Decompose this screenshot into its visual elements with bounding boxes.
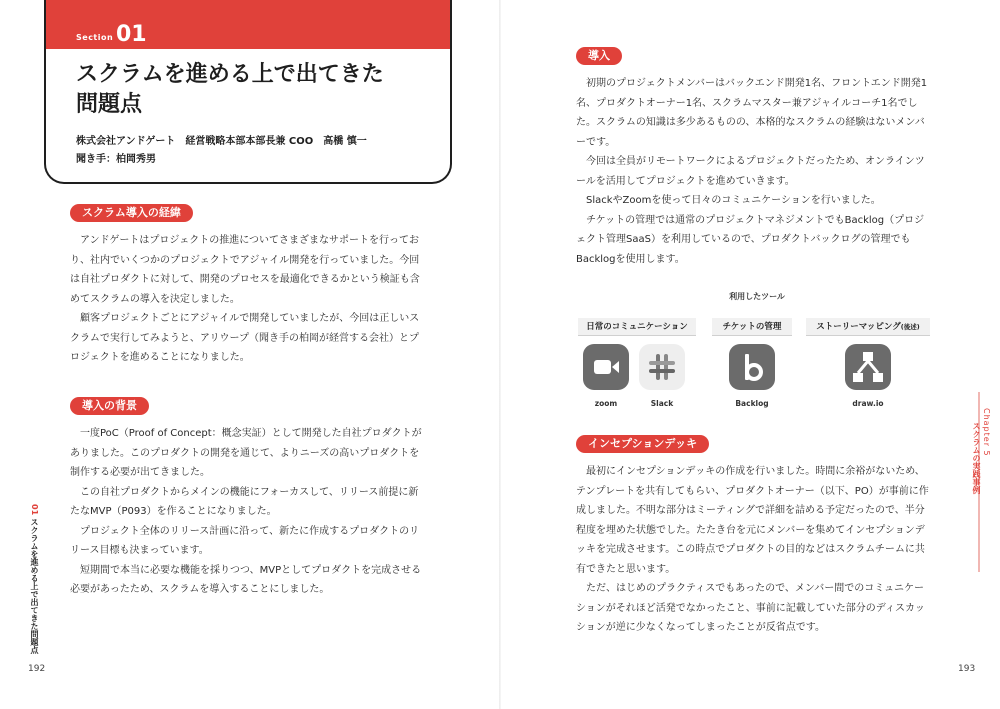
page-title-line1: スクラムを進める上で出てきた	[76, 62, 384, 87]
section-number: 01	[116, 22, 147, 47]
byline	[76, 133, 367, 169]
folio-left: 192	[28, 664, 46, 674]
tool-category-ticket: チケットの管理	[712, 318, 792, 336]
paragraph: 短期間で本当に必要な機能を採りつつ、MVPとしてプロダクトを完成させる必要があったため、スクラムを導入することにしました。	[70, 564, 422, 595]
paragraph: 一度PoC（Proof of Concept：概念実証）として開発した自社プロダクトがありました。このプロダクトの開発を通じて、よりニーズの高いプロダクトを制作する必要が出てきました。	[70, 428, 422, 478]
chapter-title: スクラムの実践事例	[972, 422, 981, 494]
chapter-label: Chapter 5	[982, 408, 991, 457]
zoom-camera-icon	[583, 344, 629, 390]
intro-section-left	[70, 231, 426, 368]
heading-inception-deck: インセプションデッキ	[576, 435, 709, 453]
byline-author: 株式会社アンドゲート 経営戦略本部本部長兼 COO 高橋 慎一	[76, 136, 367, 147]
running-head-left	[27, 504, 39, 654]
section-title-card	[44, 0, 452, 184]
heading-scrum-adoption-history: スクラム導入の経緯	[70, 204, 193, 222]
byline-interviewer: 聞き手：柏岡秀男	[76, 154, 156, 165]
paragraph: この自社プロダクトからメインの機能にフォーカスして、リリース前提に新たなMVP（P093）を作ることになりました。	[70, 486, 419, 517]
tool-label-drawio: draw.io	[852, 399, 884, 408]
introduction-section	[576, 74, 930, 269]
backlog-icon	[729, 344, 775, 390]
paragraph: 今回は全員がリモートワークによるプロジェクトだったため、オンラインツールを活用してプロジェクトを進めていきます。	[576, 156, 925, 187]
tool-category-communication: 日常のコミュニケーション	[578, 318, 696, 336]
paragraph: 最初にインセプションデッキの作成を行いました。時間に余裕がないため、テンプレートを共有してもらい、プロダクトオーナー（以下、PO）が事前に作成しました。不明な部分はミーティングで詳細を詰める予定だったので、半分程度を埋めた状態でした。たたき台を元にメンバーを集めてインセプションデッキを完成させます。この時点でプロダクトの目的などはスクラムチームに共有できたと思います。	[576, 466, 929, 575]
section-band	[46, 0, 450, 49]
page-title-line2: 問題点	[76, 92, 143, 117]
section-label: Section	[76, 33, 114, 42]
running-head-right	[972, 408, 991, 494]
heading-introduction: 導入	[576, 47, 622, 65]
tool-label-zoom: zoom	[594, 399, 618, 408]
paragraph: プロジェクト全体のリリース計画に沿って、新たに作成するプロダクトのリリース目標も決まっています。	[70, 525, 420, 556]
paragraph: 初期のプロジェクトメンバーはバックエンド開発1名、フロントエンド開発1名、プロダクトオーナー1名、スクラムマスター兼アジャイルコーチ1名でした。スクラムの知識は多少あるものの、本格的なスクラムの経験はないメンバーです。	[576, 78, 928, 148]
slack-icon	[639, 344, 685, 390]
slack-hash-icon	[639, 344, 685, 390]
folio-right: 193	[958, 664, 976, 674]
tool-category-story-mapping-note: (後述)	[900, 323, 920, 331]
tool-label-backlog: Backlog	[735, 399, 769, 408]
tool-label-slack: Slack	[650, 399, 674, 408]
paragraph: SlackやZoomを使って日々のコミュニケーションを行いました。	[586, 195, 881, 206]
heading-background: 導入の背景	[70, 397, 149, 415]
background-section	[70, 424, 426, 600]
gutter-shadow	[499, 0, 501, 709]
backlog-b-icon	[729, 344, 775, 390]
page-title	[76, 60, 436, 120]
paragraph: チケットの管理では通常のプロジェクトマネジメントでもBacklog（プロジェクト管理SaaS）を利用しているので、プロダクトバックログの管理でもBacklogを使用します。	[576, 214, 925, 265]
running-head-title: スクラムを進める上で出てきた問題点	[30, 517, 39, 654]
tool-category-story-mapping	[806, 318, 930, 336]
paragraph: 顧客プロジェクトごとにアジャイルで開発していましたが、今回は正しいスクラムで実行してみようと、アリウープ（聞き手の柏岡が経営する会社）とプロジェクトを進めることになりました。	[70, 313, 420, 363]
tool-category-story-mapping-label: ストーリーマッピング	[816, 322, 901, 332]
running-head-number: 01	[30, 504, 39, 516]
drawio-diagram-icon	[845, 344, 891, 390]
inception-section	[576, 462, 930, 638]
tools-caption: 利用したツール	[729, 292, 785, 301]
paragraph: アンドゲートはプロジェクトの推進についてさまざまなサポートを行っており、社内でいくつかのプロジェクトでアジャイル開発を行っていました。今回は自社プロダクトに対して、開発のプロセスを最適化できるかという検証も含めてスクラムの導入を決定しました。	[70, 235, 420, 305]
paragraph: ただ、はじめのプラクティスでもあったので、メンバー間でのコミュニケーションがそれほど活発でなかったこと、事前に記載していた部分のディスカッションが逆に少なくなってしまったことが反省点です。	[576, 583, 925, 633]
drawio-icon	[845, 344, 891, 390]
zoom-icon	[583, 344, 629, 390]
